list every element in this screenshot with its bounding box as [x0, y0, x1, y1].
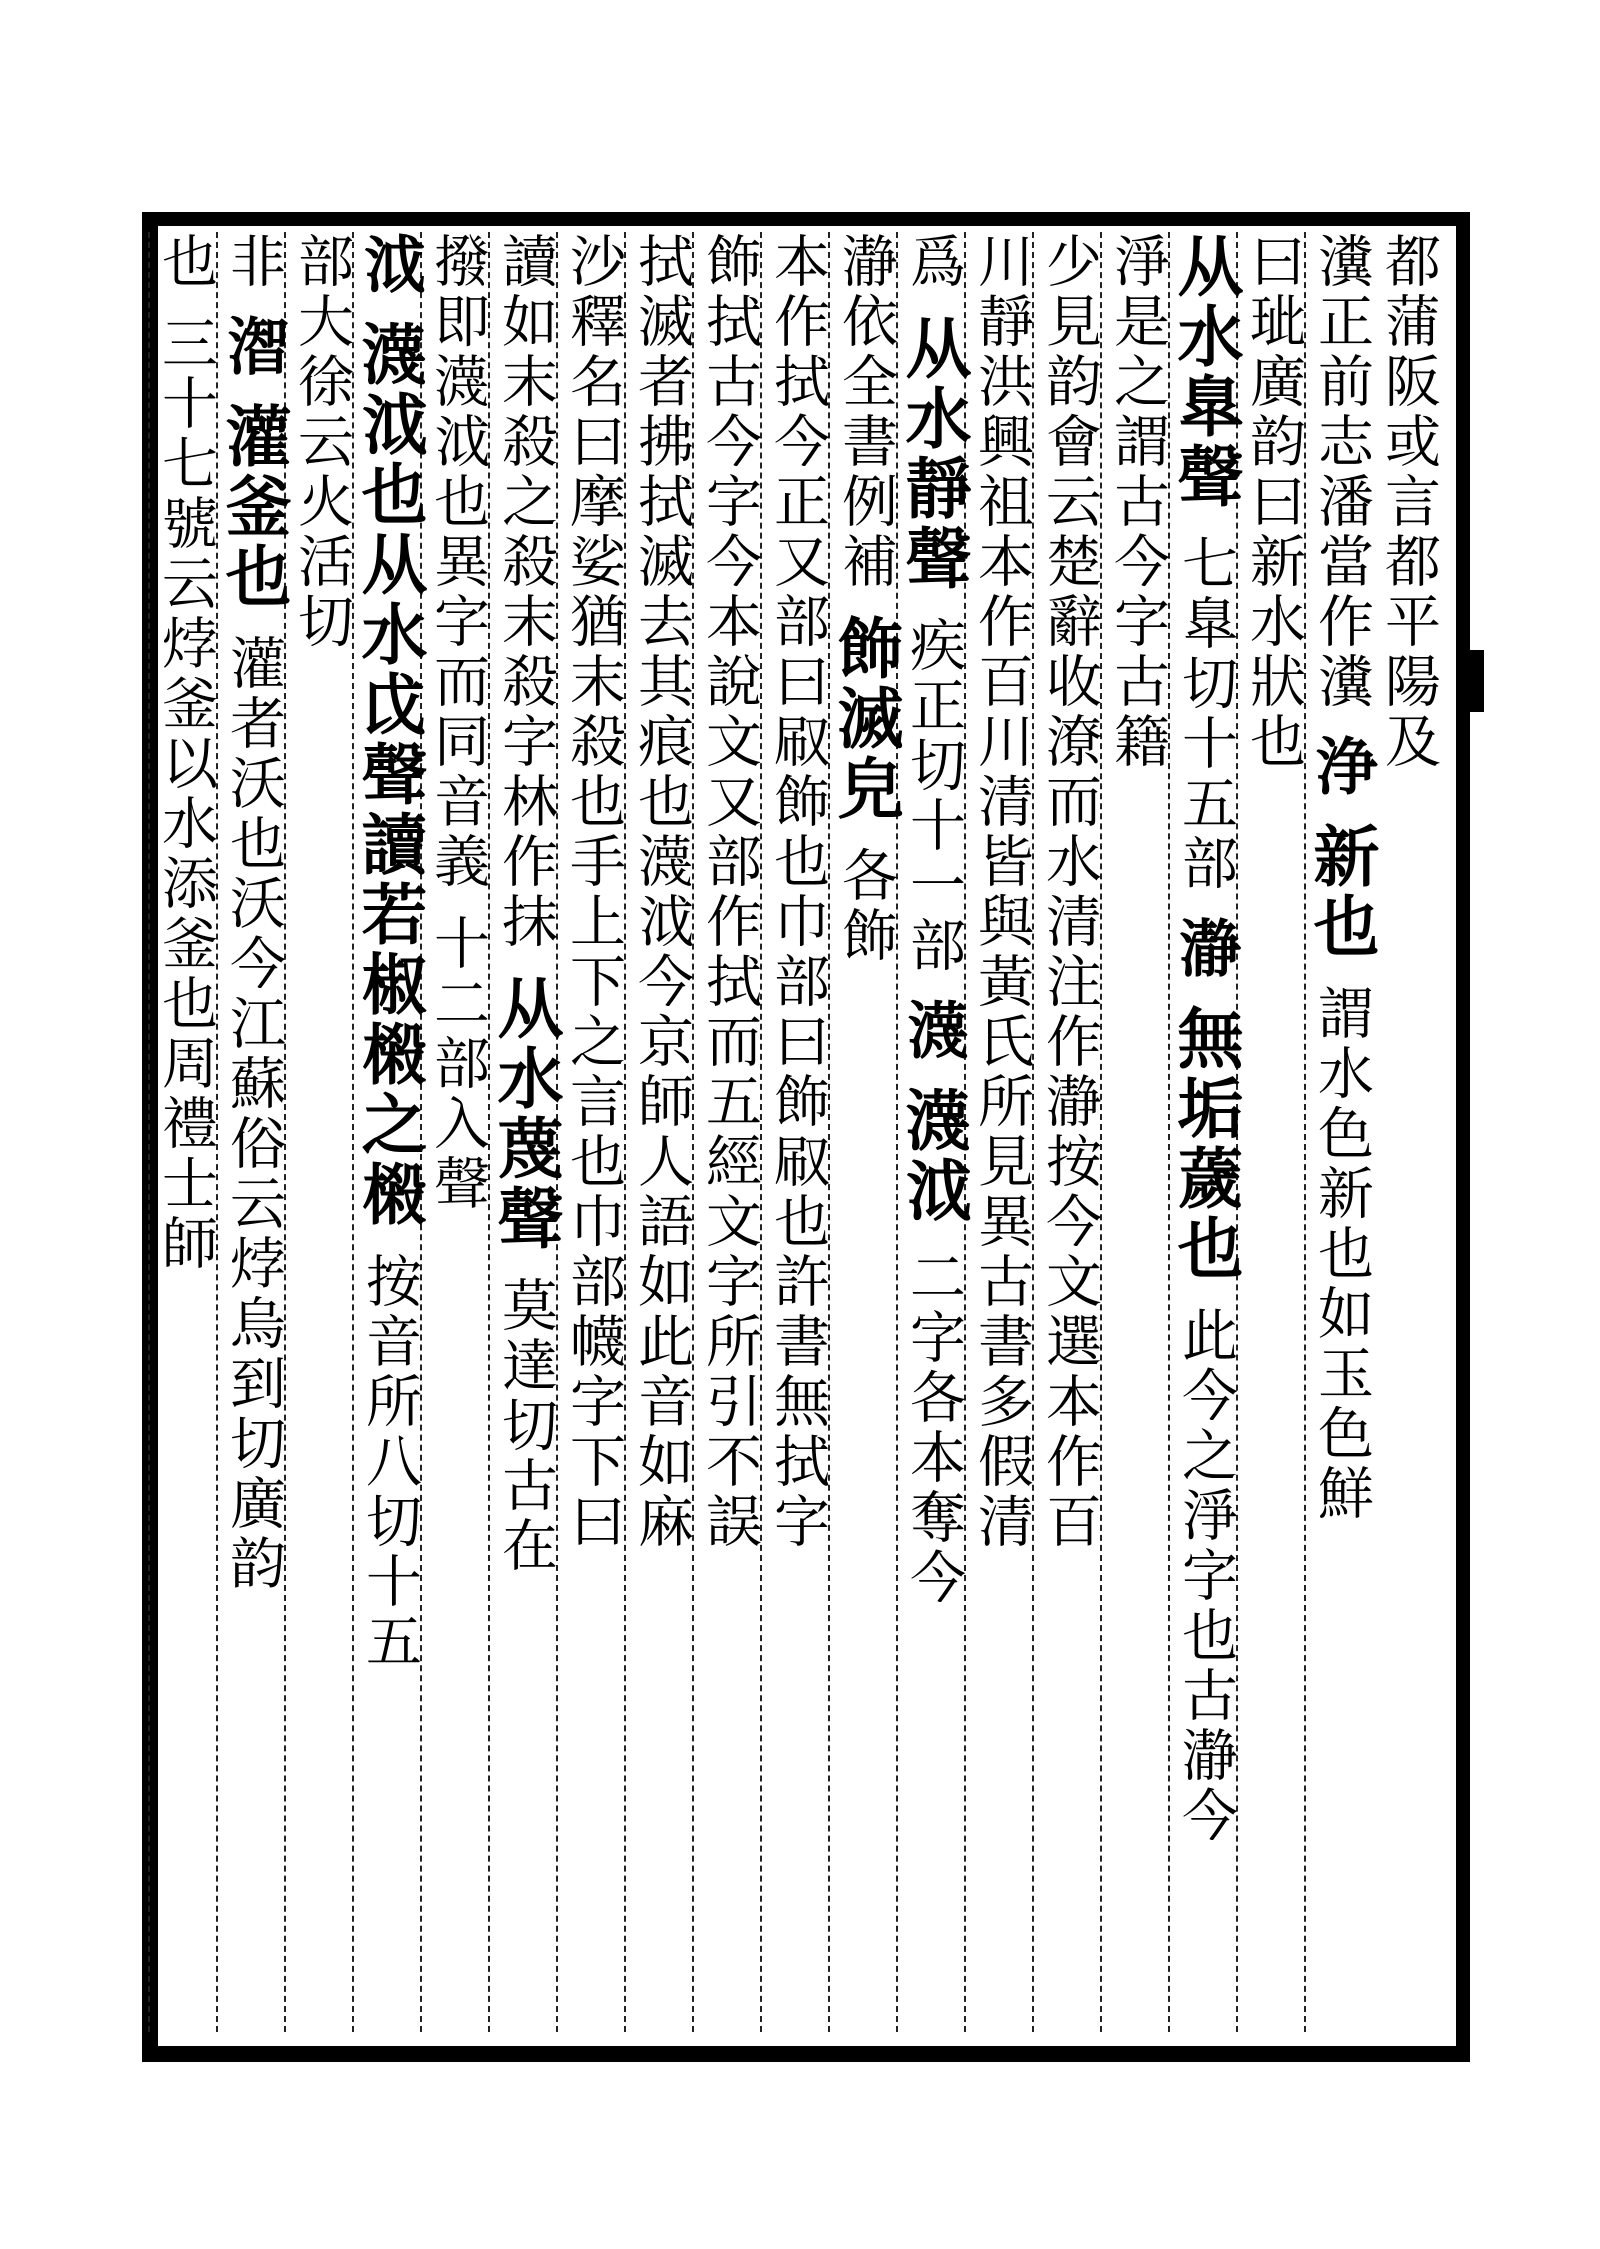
main-text: 从水靜聲 — [894, 314, 972, 594]
commentary-text: 此今之淨字也古瀞今 — [1173, 1306, 1238, 1846]
edge-tab-mark — [1462, 650, 1484, 712]
text-column — [420, 232, 492, 2032]
commentary-text: 拭滅者拂拭滅去其痕也瀎泧今京師人語如此音如麻 — [629, 232, 694, 1552]
commentary-text: 讀如末殺之殺末殺字林作抹 — [493, 232, 558, 952]
commentary-text: 灌者沃也沃今江蘇俗云㶿烏到切廣韵 — [221, 634, 286, 1594]
commentary-text: 淨是之謂古今字古籍 — [1105, 232, 1170, 772]
text-column — [760, 232, 832, 2032]
text-column — [692, 232, 764, 2032]
commentary-text: 本作拭今正又部曰㕞飾也巾部曰飾㕞也許書無拭字 — [765, 232, 830, 1552]
text-column — [556, 232, 628, 2032]
commentary-text: 也 — [153, 232, 218, 292]
main-text: 灌釜也 — [214, 402, 292, 612]
text-column — [284, 232, 356, 2032]
text-column — [1100, 232, 1172, 2032]
text-column — [486, 232, 564, 2032]
seal-script-headword: 瀞 — [1169, 916, 1242, 982]
text-column — [1302, 232, 1380, 2032]
seal-script-headword: 潪 — [217, 314, 290, 380]
commentary-text: 川靜洪興祖本作百川清皆與黃氏所見異古書多假清 — [969, 232, 1034, 1552]
text-column — [1372, 232, 1444, 2032]
commentary-text: 瀵正前志潘當作瀵 — [1309, 232, 1374, 712]
text-column — [214, 232, 292, 2032]
commentary-text: 撥即瀎泧也異字而同音義 — [425, 232, 490, 892]
commentary-text: 按音所八切十五 — [357, 1252, 422, 1672]
text-column — [148, 232, 220, 2032]
commentary-text: 三十七號云㶿釜以水添釜也周禮士師 — [153, 314, 218, 1274]
text-column — [350, 232, 428, 2032]
commentary-text: 二字各本奪今 — [901, 1248, 966, 1608]
commentary-text: 非 — [221, 232, 286, 292]
text-column — [1166, 232, 1244, 2032]
seal-script-headword: 浄 — [1305, 734, 1378, 800]
commentary-text: 謂水色新也如玉色鮮 — [1309, 984, 1374, 1524]
main-text: 無垢薉也 — [1166, 1004, 1244, 1284]
commentary-text: 曰玼廣韵曰新水狀也 — [1241, 232, 1306, 772]
commentary-text: 十二部入聲 — [425, 914, 490, 1214]
commentary-text: 都蒲阪或言都平陽及 — [1376, 232, 1441, 772]
text-column — [964, 232, 1036, 2032]
text-column — [1236, 232, 1308, 2032]
commentary-text: 飾拭古今字今本說文又部作拭而五經文字所引不誤 — [697, 232, 762, 1552]
main-text: 瀎泧 — [894, 1086, 972, 1226]
text-column — [624, 232, 696, 2032]
main-text: 从水臯聲 — [1166, 232, 1244, 512]
main-text: 飾滅皃 — [826, 614, 904, 824]
commentary-text: 疾正切十一部 — [901, 616, 966, 976]
text-column — [894, 232, 972, 2032]
commentary-text: 少見韵會云楚辭收潦而水清注作瀞按今文選本作百 — [1037, 232, 1102, 1552]
commentary-text: 莫達切古在 — [493, 1276, 558, 1576]
commentary-text: 部大徐云火活切 — [289, 232, 354, 652]
commentary-text: 瀞依全書例補 — [833, 232, 898, 592]
main-text: 新也 — [1302, 822, 1380, 962]
seal-script-headword: 泧 — [353, 232, 426, 298]
commentary-text: 爲 — [901, 232, 966, 292]
seal-script-headword: 瀎 — [897, 998, 970, 1064]
text-column — [826, 232, 904, 2032]
commentary-text: 各飾 — [833, 846, 898, 966]
commentary-text: 沙釋名曰摩娑猶末殺也手上下之言也巾部幭字下曰 — [561, 232, 626, 1552]
text-column — [1032, 232, 1104, 2032]
main-text: 从水蔑聲 — [486, 974, 564, 1254]
commentary-text: 七臯切十五部 — [1173, 534, 1238, 894]
main-text: 瀎泧也从水戉聲讀若椒樧之樧 — [350, 320, 428, 1230]
